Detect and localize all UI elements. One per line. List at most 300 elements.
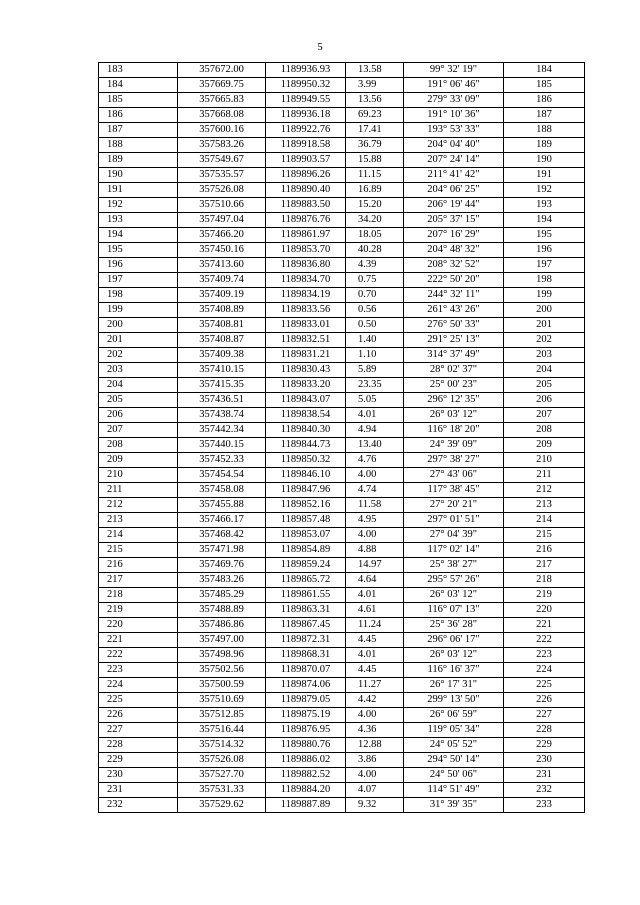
cell-next-point-number: 195 [504, 228, 585, 243]
cell-point-number: 216 [99, 558, 178, 573]
cell-distance: 4.01 [346, 648, 404, 663]
cell-distance: 4.95 [346, 513, 404, 528]
cell-point-number: 228 [99, 738, 178, 753]
cell-next-point-number: 185 [504, 78, 585, 93]
cell-distance: 23.35 [346, 378, 404, 393]
table-row [99, 408, 585, 423]
cell-y-coordinate: 1189838.54 [266, 408, 346, 423]
cell-x-coordinate: 357409.74 [178, 273, 266, 288]
cell-distance: 11.58 [346, 498, 404, 513]
cell-point-number: 220 [99, 618, 178, 633]
cell-x-coordinate: 357583.26 [178, 138, 266, 153]
cell-distance: 4.61 [346, 603, 404, 618]
cell-next-point-number: 188 [504, 123, 585, 138]
cell-bearing: 116° 07' 13" [404, 603, 504, 618]
table-row [99, 543, 585, 558]
cell-x-coordinate: 357458.08 [178, 483, 266, 498]
cell-next-point-number: 229 [504, 738, 585, 753]
cell-bearing: 204° 06' 25" [404, 183, 504, 198]
cell-point-number: 202 [99, 348, 178, 363]
cell-x-coordinate: 357600.16 [178, 123, 266, 138]
cell-next-point-number: 228 [504, 723, 585, 738]
cell-x-coordinate: 357466.20 [178, 228, 266, 243]
table-row [99, 678, 585, 693]
cell-point-number: 212 [99, 498, 178, 513]
cell-next-point-number: 190 [504, 153, 585, 168]
cell-bearing: 205° 37' 15" [404, 213, 504, 228]
cell-distance: 11.24 [346, 618, 404, 633]
cell-next-point-number: 197 [504, 258, 585, 273]
cell-bearing: 296° 12' 35" [404, 393, 504, 408]
cell-bearing: 291° 25' 13" [404, 333, 504, 348]
cell-next-point-number: 215 [504, 528, 585, 543]
cell-x-coordinate: 357497.00 [178, 633, 266, 648]
cell-point-number: 206 [99, 408, 178, 423]
cell-bearing: 294° 50' 14" [404, 753, 504, 768]
cell-bearing: 27° 43' 06" [404, 468, 504, 483]
cell-point-number: 222 [99, 648, 178, 663]
cell-bearing: 117° 02' 14" [404, 543, 504, 558]
cell-x-coordinate: 357455.88 [178, 498, 266, 513]
table-row [99, 303, 585, 318]
cell-point-number: 204 [99, 378, 178, 393]
cell-bearing: 314° 37' 49" [404, 348, 504, 363]
cell-next-point-number: 212 [504, 483, 585, 498]
cell-point-number: 193 [99, 213, 178, 228]
cell-distance: 5.89 [346, 363, 404, 378]
table-row [99, 228, 585, 243]
cell-distance: 15.88 [346, 153, 404, 168]
cell-distance: 4.45 [346, 663, 404, 678]
cell-next-point-number: 199 [504, 288, 585, 303]
table-row [99, 93, 585, 108]
table-row [99, 108, 585, 123]
cell-point-number: 188 [99, 138, 178, 153]
cell-y-coordinate: 1189852.16 [266, 498, 346, 513]
cell-bearing: 204° 48' 32" [404, 243, 504, 258]
table-row [99, 693, 585, 708]
cell-x-coordinate: 357452.33 [178, 453, 266, 468]
cell-bearing: 25° 38' 27" [404, 558, 504, 573]
cell-y-coordinate: 1189843.07 [266, 393, 346, 408]
cell-distance: 0.75 [346, 273, 404, 288]
cell-x-coordinate: 357438.74 [178, 408, 266, 423]
cell-x-coordinate: 357471.98 [178, 543, 266, 558]
cell-y-coordinate: 1189865.72 [266, 573, 346, 588]
cell-distance: 17.41 [346, 123, 404, 138]
cell-x-coordinate: 357485.29 [178, 588, 266, 603]
cell-point-number: 232 [99, 798, 178, 813]
cell-distance: 3.86 [346, 753, 404, 768]
cell-bearing: 24° 05' 52" [404, 738, 504, 753]
cell-x-coordinate: 357408.81 [178, 318, 266, 333]
cell-bearing: 222° 50' 20" [404, 273, 504, 288]
cell-bearing: 116° 16' 37" [404, 663, 504, 678]
cell-distance: 4.74 [346, 483, 404, 498]
cell-distance: 12.88 [346, 738, 404, 753]
table-row [99, 363, 585, 378]
cell-x-coordinate: 357510.66 [178, 198, 266, 213]
cell-x-coordinate: 357526.08 [178, 183, 266, 198]
table-row [99, 483, 585, 498]
table-row [99, 753, 585, 768]
cell-bearing: 31° 39' 35" [404, 798, 504, 813]
cell-x-coordinate: 357510.69 [178, 693, 266, 708]
table-row [99, 573, 585, 588]
cell-next-point-number: 204 [504, 363, 585, 378]
cell-next-point-number: 200 [504, 303, 585, 318]
coordinates-table-body [99, 63, 585, 813]
cell-x-coordinate: 357529.62 [178, 798, 266, 813]
table-row [99, 183, 585, 198]
cell-x-coordinate: 357486.86 [178, 618, 266, 633]
cell-bearing: 26° 17' 31" [404, 678, 504, 693]
cell-distance: 4.00 [346, 768, 404, 783]
cell-y-coordinate: 1189918.58 [266, 138, 346, 153]
cell-bearing: 117° 38' 45" [404, 483, 504, 498]
cell-bearing: 24° 39' 09" [404, 438, 504, 453]
cell-next-point-number: 226 [504, 693, 585, 708]
cell-distance: 4.76 [346, 453, 404, 468]
cell-next-point-number: 221 [504, 618, 585, 633]
cell-point-number: 224 [99, 678, 178, 693]
cell-bearing: 191° 10' 36" [404, 108, 504, 123]
cell-x-coordinate: 357436.51 [178, 393, 266, 408]
table-row [99, 243, 585, 258]
cell-next-point-number: 223 [504, 648, 585, 663]
cell-bearing: 279° 33' 09" [404, 93, 504, 108]
cell-y-coordinate: 1189883.50 [266, 198, 346, 213]
cell-point-number: 187 [99, 123, 178, 138]
cell-x-coordinate: 357502.56 [178, 663, 266, 678]
cell-bearing: 211° 41' 42" [404, 168, 504, 183]
table-row [99, 213, 585, 228]
cell-next-point-number: 225 [504, 678, 585, 693]
cell-x-coordinate: 357408.87 [178, 333, 266, 348]
cell-y-coordinate: 1189840.30 [266, 423, 346, 438]
cell-x-coordinate: 357516.44 [178, 723, 266, 738]
cell-bearing: 207° 16' 29" [404, 228, 504, 243]
cell-x-coordinate: 357409.38 [178, 348, 266, 363]
cell-point-number: 226 [99, 708, 178, 723]
cell-bearing: 116° 18' 20" [404, 423, 504, 438]
cell-next-point-number: 206 [504, 393, 585, 408]
cell-x-coordinate: 357531.33 [178, 783, 266, 798]
cell-distance: 13.40 [346, 438, 404, 453]
cell-point-number: 194 [99, 228, 178, 243]
cell-y-coordinate: 1189950.32 [266, 78, 346, 93]
cell-y-coordinate: 1189922.76 [266, 123, 346, 138]
cell-y-coordinate: 1189850.32 [266, 453, 346, 468]
cell-y-coordinate: 1189949.55 [266, 93, 346, 108]
cell-distance: 4.01 [346, 408, 404, 423]
cell-y-coordinate: 1189833.56 [266, 303, 346, 318]
page-number: 5 [317, 41, 323, 53]
table-row [99, 798, 585, 813]
cell-bearing: 25° 00' 23" [404, 378, 504, 393]
cell-bearing: 295° 57' 26" [404, 573, 504, 588]
cell-x-coordinate: 357669.75 [178, 78, 266, 93]
cell-next-point-number: 219 [504, 588, 585, 603]
cell-next-point-number: 203 [504, 348, 585, 363]
cell-distance: 4.45 [346, 633, 404, 648]
cell-y-coordinate: 1189868.31 [266, 648, 346, 663]
cell-next-point-number: 232 [504, 783, 585, 798]
cell-next-point-number: 214 [504, 513, 585, 528]
cell-point-number: 200 [99, 318, 178, 333]
cell-distance: 36.79 [346, 138, 404, 153]
cell-bearing: 244° 32' 11" [404, 288, 504, 303]
cell-next-point-number: 198 [504, 273, 585, 288]
cell-bearing: 208° 32' 52" [404, 258, 504, 273]
cell-distance: 13.56 [346, 93, 404, 108]
cell-distance: 4.42 [346, 693, 404, 708]
cell-bearing: 261° 43' 26" [404, 303, 504, 318]
table-row [99, 378, 585, 393]
cell-distance: 4.00 [346, 708, 404, 723]
cell-next-point-number: 220 [504, 603, 585, 618]
cell-y-coordinate: 1189861.55 [266, 588, 346, 603]
cell-distance: 4.64 [346, 573, 404, 588]
table-row [99, 168, 585, 183]
cell-next-point-number: 210 [504, 453, 585, 468]
cell-point-number: 205 [99, 393, 178, 408]
cell-point-number: 213 [99, 513, 178, 528]
cell-distance: 34.20 [346, 213, 404, 228]
cell-distance: 4.00 [346, 468, 404, 483]
table-row [99, 528, 585, 543]
cell-y-coordinate: 1189903.57 [266, 153, 346, 168]
cell-x-coordinate: 357454.54 [178, 468, 266, 483]
cell-bearing: 26° 06' 59" [404, 708, 504, 723]
cell-x-coordinate: 357469.76 [178, 558, 266, 573]
cell-point-number: 211 [99, 483, 178, 498]
table-row [99, 738, 585, 753]
cell-point-number: 214 [99, 528, 178, 543]
table-row [99, 333, 585, 348]
cell-x-coordinate: 357483.26 [178, 573, 266, 588]
cell-next-point-number: 216 [504, 543, 585, 558]
cell-x-coordinate: 357442.34 [178, 423, 266, 438]
cell-x-coordinate: 357468.42 [178, 528, 266, 543]
cell-distance: 0.70 [346, 288, 404, 303]
table-row [99, 498, 585, 513]
cell-x-coordinate: 357409.19 [178, 288, 266, 303]
cell-point-number: 218 [99, 588, 178, 603]
cell-bearing: 25° 36' 28" [404, 618, 504, 633]
cell-x-coordinate: 357512.85 [178, 708, 266, 723]
cell-y-coordinate: 1189880.76 [266, 738, 346, 753]
cell-y-coordinate: 1189854.89 [266, 543, 346, 558]
cell-y-coordinate: 1189853.70 [266, 243, 346, 258]
cell-x-coordinate: 357665.83 [178, 93, 266, 108]
cell-next-point-number: 222 [504, 633, 585, 648]
cell-point-number: 189 [99, 153, 178, 168]
cell-x-coordinate: 357549.67 [178, 153, 266, 168]
table-row [99, 273, 585, 288]
cell-bearing: 193° 53' 33" [404, 123, 504, 138]
cell-x-coordinate: 357440.15 [178, 438, 266, 453]
cell-y-coordinate: 1189853.07 [266, 528, 346, 543]
cell-next-point-number: 186 [504, 93, 585, 108]
cell-point-number: 183 [99, 63, 178, 78]
cell-next-point-number: 227 [504, 708, 585, 723]
cell-x-coordinate: 357450.16 [178, 243, 266, 258]
cell-bearing: 297° 38' 27" [404, 453, 504, 468]
cell-point-number: 191 [99, 183, 178, 198]
cell-y-coordinate: 1189874.06 [266, 678, 346, 693]
table-row [99, 423, 585, 438]
table-row [99, 618, 585, 633]
cell-distance: 4.88 [346, 543, 404, 558]
cell-y-coordinate: 1189834.19 [266, 288, 346, 303]
cell-bearing: 297° 01' 51" [404, 513, 504, 528]
table-row [99, 153, 585, 168]
cell-bearing: 119° 05' 34" [404, 723, 504, 738]
cell-point-number: 231 [99, 783, 178, 798]
cell-x-coordinate: 357672.00 [178, 63, 266, 78]
cell-x-coordinate: 357413.60 [178, 258, 266, 273]
cell-next-point-number: 194 [504, 213, 585, 228]
cell-next-point-number: 184 [504, 63, 585, 78]
table-row [99, 513, 585, 528]
cell-y-coordinate: 1189831.21 [266, 348, 346, 363]
cell-y-coordinate: 1189876.76 [266, 213, 346, 228]
cell-point-number: 196 [99, 258, 178, 273]
cell-x-coordinate: 357514.32 [178, 738, 266, 753]
cell-distance: 5.05 [346, 393, 404, 408]
cell-y-coordinate: 1189876.95 [266, 723, 346, 738]
cell-y-coordinate: 1189872.31 [266, 633, 346, 648]
cell-bearing: 26° 03' 12" [404, 588, 504, 603]
cell-y-coordinate: 1189833.20 [266, 378, 346, 393]
cell-x-coordinate: 357488.89 [178, 603, 266, 618]
cell-distance: 0.50 [346, 318, 404, 333]
cell-distance: 4.36 [346, 723, 404, 738]
table-row [99, 768, 585, 783]
cell-point-number: 225 [99, 693, 178, 708]
cell-bearing: 99° 32' 19" [404, 63, 504, 78]
cell-y-coordinate: 1189884.20 [266, 783, 346, 798]
cell-bearing: 27° 04' 39" [404, 528, 504, 543]
table-row [99, 468, 585, 483]
cell-x-coordinate: 357466.17 [178, 513, 266, 528]
table-row [99, 138, 585, 153]
cell-distance: 69.23 [346, 108, 404, 123]
table-row [99, 438, 585, 453]
cell-x-coordinate: 357526.08 [178, 753, 266, 768]
cell-point-number: 195 [99, 243, 178, 258]
table-row [99, 258, 585, 273]
table-row [99, 348, 585, 363]
cell-bearing: 26° 03' 12" [404, 648, 504, 663]
cell-y-coordinate: 1189844.73 [266, 438, 346, 453]
cell-next-point-number: 189 [504, 138, 585, 153]
cell-bearing: 299° 13' 50" [404, 693, 504, 708]
cell-point-number: 215 [99, 543, 178, 558]
cell-point-number: 198 [99, 288, 178, 303]
cell-next-point-number: 193 [504, 198, 585, 213]
cell-distance: 40.28 [346, 243, 404, 258]
table-row [99, 558, 585, 573]
cell-distance: 13.58 [346, 63, 404, 78]
cell-bearing: 276° 50' 33" [404, 318, 504, 333]
cell-y-coordinate: 1189879.05 [266, 693, 346, 708]
cell-x-coordinate: 357500.59 [178, 678, 266, 693]
cell-bearing: 206° 19' 44" [404, 198, 504, 213]
cell-distance: 4.94 [346, 423, 404, 438]
cell-point-number: 221 [99, 633, 178, 648]
table-row [99, 453, 585, 468]
cell-point-number: 192 [99, 198, 178, 213]
cell-next-point-number: 191 [504, 168, 585, 183]
cell-point-number: 207 [99, 423, 178, 438]
cell-distance: 11.15 [346, 168, 404, 183]
cell-point-number: 209 [99, 453, 178, 468]
cell-bearing: 24° 50' 06" [404, 768, 504, 783]
cell-y-coordinate: 1189882.52 [266, 768, 346, 783]
cell-distance: 4.07 [346, 783, 404, 798]
cell-point-number: 203 [99, 363, 178, 378]
cell-point-number: 210 [99, 468, 178, 483]
table-row [99, 123, 585, 138]
cell-x-coordinate: 357410.15 [178, 363, 266, 378]
cell-y-coordinate: 1189836.80 [266, 258, 346, 273]
cell-distance: 18.05 [346, 228, 404, 243]
cell-point-number: 199 [99, 303, 178, 318]
table-row [99, 633, 585, 648]
cell-distance: 16.89 [346, 183, 404, 198]
table-row [99, 393, 585, 408]
cell-y-coordinate: 1189936.93 [266, 63, 346, 78]
table-row [99, 63, 585, 78]
cell-point-number: 201 [99, 333, 178, 348]
cell-next-point-number: 208 [504, 423, 585, 438]
cell-next-point-number: 201 [504, 318, 585, 333]
table-row [99, 588, 585, 603]
cell-y-coordinate: 1189832.51 [266, 333, 346, 348]
cell-next-point-number: 213 [504, 498, 585, 513]
table-row [99, 318, 585, 333]
cell-next-point-number: 218 [504, 573, 585, 588]
cell-distance: 4.00 [346, 528, 404, 543]
table-row [99, 783, 585, 798]
table-row [99, 78, 585, 93]
cell-next-point-number: 187 [504, 108, 585, 123]
cell-point-number: 190 [99, 168, 178, 183]
cell-bearing: 26° 03' 12" [404, 408, 504, 423]
cell-x-coordinate: 357668.08 [178, 108, 266, 123]
cell-x-coordinate: 357498.96 [178, 648, 266, 663]
cell-x-coordinate: 357497.04 [178, 213, 266, 228]
cell-y-coordinate: 1189861.97 [266, 228, 346, 243]
table-row [99, 723, 585, 738]
cell-distance: 1.40 [346, 333, 404, 348]
cell-y-coordinate: 1189867.45 [266, 618, 346, 633]
cell-distance: 9.32 [346, 798, 404, 813]
cell-y-coordinate: 1189863.31 [266, 603, 346, 618]
cell-bearing: 27° 20' 21" [404, 498, 504, 513]
cell-distance: 3.99 [346, 78, 404, 93]
table-row [99, 648, 585, 663]
cell-point-number: 184 [99, 78, 178, 93]
cell-y-coordinate: 1189870.07 [266, 663, 346, 678]
cell-point-number: 227 [99, 723, 178, 738]
cell-distance: 14.97 [346, 558, 404, 573]
cell-bearing: 207° 24' 14" [404, 153, 504, 168]
cell-y-coordinate: 1189936.18 [266, 108, 346, 123]
cell-bearing: 204° 04' 40" [404, 138, 504, 153]
